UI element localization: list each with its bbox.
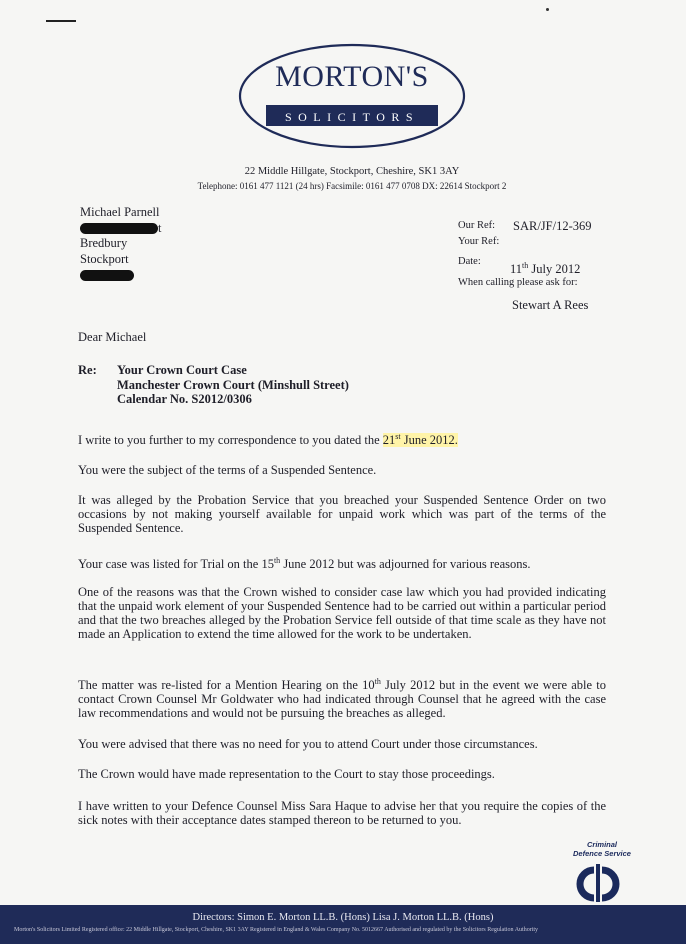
paragraph-8: The Crown would have made representation to the Court to stay those proceedings.	[78, 767, 495, 781]
salutation: Dear Michael	[78, 330, 147, 344]
highlighted-date: 21st June 2012.	[382, 432, 458, 448]
registration-line: Morton's Solicitors Limited Registered office: 22 Middle Hillgate, Stockport, Cheshire, SK1 3AY Registered in England & Wales Company No. 5012667 Authorised and regulated by the Solicitors Regulation Authority	[14, 927, 539, 933]
logo-subtitle: SOLICITORS	[284, 110, 420, 124]
paragraph-1: I write to you further to my correspondence to you dated the 21st June 2012.	[78, 432, 458, 448]
recipient-name: Michael Parnell	[80, 205, 160, 219]
re-lines	[117, 363, 349, 407]
footer-band	[0, 905, 686, 944]
paragraph-5: One of the reasons was that the Crown wished to consider case law which you had provided indicating that the unpaid work element of your Suspended Sentence had to be carried out within a particular period and that the two breaches alleged by the Probation Service fell outside of that time scale as they have not made an Application to extend the time allowed for the work to be undertaken.	[78, 585, 606, 641]
calling-label: When calling please ask for:	[458, 277, 578, 288]
mortons-logo	[238, 42, 466, 150]
firm-address: 22 Middle Hillgate, Stockport, Cheshire, SK1 3AY	[244, 166, 460, 177]
re-line-3: Calendar No. S2012/0306	[117, 392, 252, 406]
paper-speck	[546, 8, 549, 11]
our-ref-value: SAR/JF/12-369	[513, 219, 592, 233]
letter-date: 11th July 2012	[510, 261, 581, 277]
recipient-postcode	[80, 267, 161, 283]
paragraph-6: The matter was re-listed for a Mention Hearing on the 10th July 2012 but in the event we were able to contact Crown Counsel Mr Goldwater who had indicated through Counsel that he agreed with the case law recommendations and would not be pursuing the breaches as alleged.	[78, 677, 606, 721]
directors-line: Directors: Simon E. Morton LL.B. (Hons) Lisa J. Morton LL.B. (Hons)	[192, 912, 494, 923]
recipient-town: Bredbury	[80, 236, 128, 250]
staple-mark	[46, 20, 76, 22]
re-line-1: Your Crown Court Case	[117, 363, 247, 377]
re-label: Re:	[78, 363, 97, 377]
date-label: Date:	[458, 256, 481, 267]
paragraph-3: It was alleged by the Probation Service that you breached your Suspended Sentence Order on two occasions by not making yourself available for unpaid work which was part of the terms of the Suspended Sentence.	[78, 493, 606, 535]
recipient-address	[80, 205, 161, 283]
our-ref-label: Our Ref:	[458, 220, 496, 231]
cds-label: Criminal Defence Service	[573, 840, 631, 858]
firm-contact-line: Telephone: 0161 477 1121 (24 hrs) Facsimile: 0161 477 0708 DX: 22614 Stockport 2	[197, 181, 507, 191]
paragraph-9: I have written to your Defence Counsel Miss Sara Haque to advise her that you require the copies of the sick notes with their acceptance dates stamped thereon to be returned to you.	[78, 799, 606, 827]
paragraph-7: You were advised that there was no need for you to attend Court under those circumstances.	[78, 737, 538, 751]
logo-name: MORTON'S	[275, 60, 429, 93]
your-ref-label: Your Ref:	[458, 236, 500, 247]
criminal-defence-service-icon	[572, 862, 624, 904]
redaction-bar	[80, 223, 158, 234]
paragraph-2: You were the subject of the terms of a Suspended Sentence.	[78, 463, 377, 477]
redaction-bar	[80, 270, 134, 281]
recipient-street: t	[80, 221, 161, 237]
paragraph-4: Your case was listed for Trial on the 15th June 2012 but was adjourned for various reasons.	[78, 556, 531, 572]
re-line-2: Manchester Crown Court (Minshull Street)	[117, 377, 349, 392]
contact-name: Stewart A Rees	[512, 298, 589, 312]
recipient-city: Stockport	[80, 251, 129, 266]
